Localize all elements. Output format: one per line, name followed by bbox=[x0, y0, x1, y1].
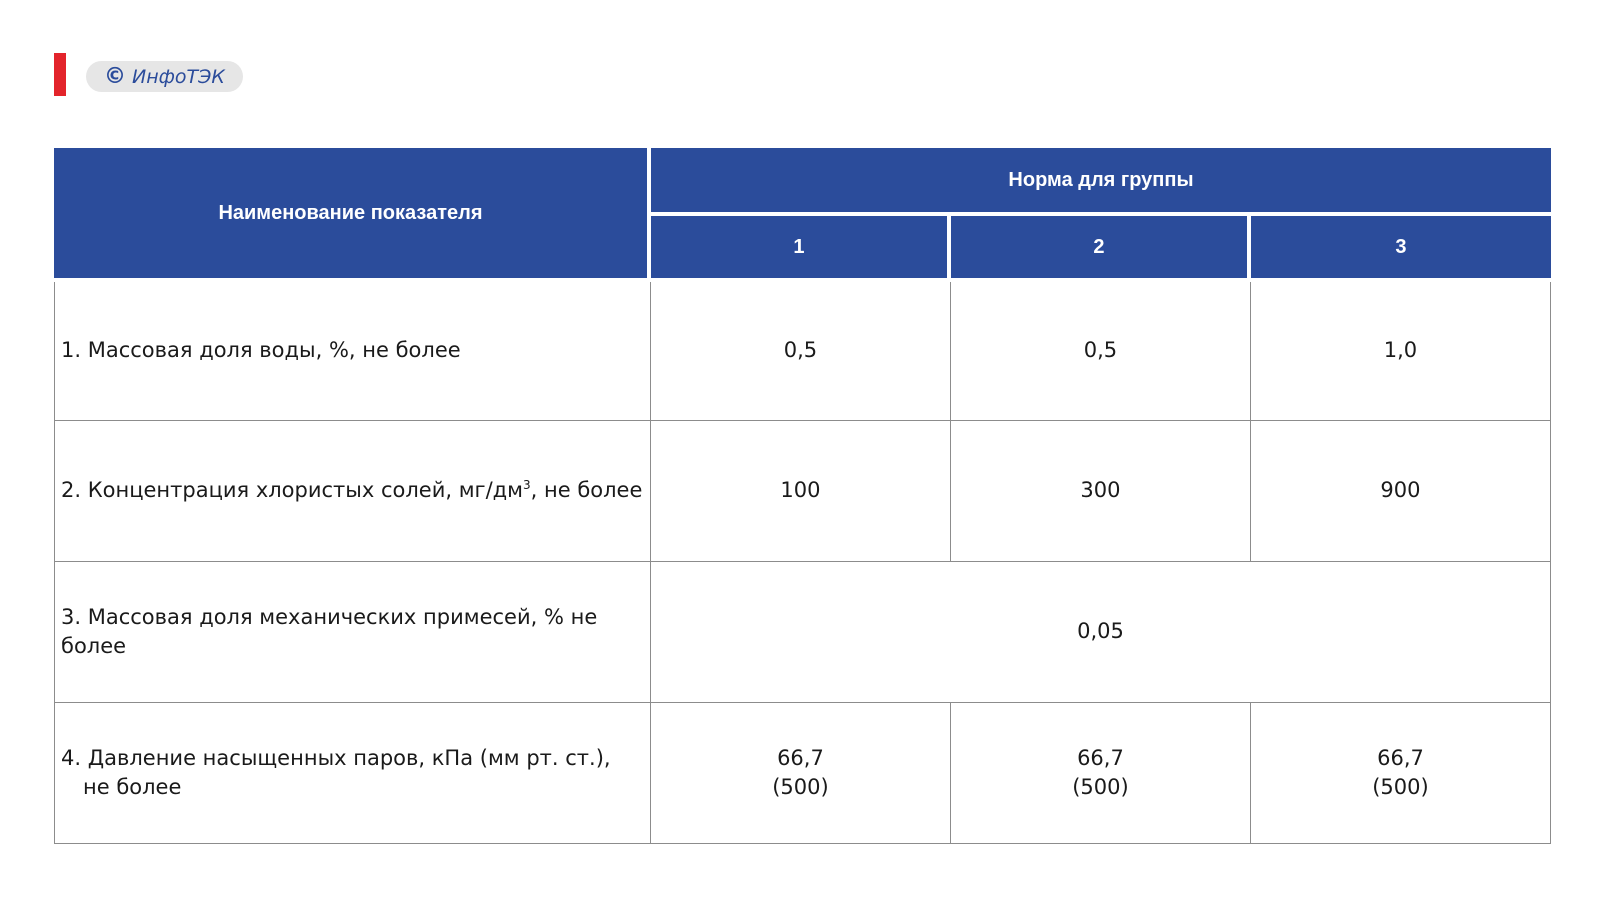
row-4-group-2 bbox=[951, 703, 1251, 844]
row-3-all-groups: 0,05 bbox=[651, 562, 1551, 703]
row-4-group-2-value: 66,7 bbox=[1077, 745, 1124, 770]
accent-bar bbox=[54, 53, 66, 96]
brand-name: ИнфоТЭК bbox=[132, 65, 225, 88]
row-4-name bbox=[54, 703, 651, 844]
specification-table bbox=[54, 148, 1551, 844]
row-4-group-1-mmhg: (500) bbox=[772, 775, 829, 799]
row-2-name-text: 2. Концентрация хлористых солей, мг/дм bbox=[61, 478, 524, 503]
row-2-group-2: 300 bbox=[951, 421, 1251, 562]
row-4-name-line-2: не более bbox=[83, 775, 182, 799]
row-4-group-3-value: 66,7 bbox=[1377, 745, 1424, 770]
row-1-group-1: 0,5 bbox=[651, 282, 951, 421]
row-4-group-1 bbox=[651, 703, 951, 844]
row-1-group-2: 0,5 bbox=[951, 282, 1251, 421]
header-group-norm: Норма для группы bbox=[651, 148, 1551, 216]
row-4-group-3-mmhg: (500) bbox=[1372, 775, 1429, 799]
table-row bbox=[54, 562, 1551, 703]
header-group-3: 3 bbox=[1251, 216, 1551, 282]
header-indicator-name: Наименование показателя bbox=[54, 148, 651, 282]
row-1-name: 1. Массовая доля воды, %, не более bbox=[54, 282, 651, 421]
row-2-group-3: 900 bbox=[1251, 421, 1551, 562]
table-row bbox=[54, 421, 1551, 562]
row-2-name-superscript: 3 bbox=[523, 478, 531, 493]
header-group-1: 1 bbox=[651, 216, 951, 282]
row-4-group-1-value: 66,7 bbox=[777, 745, 824, 770]
brand-badge bbox=[86, 61, 243, 92]
row-2-name bbox=[54, 421, 651, 562]
row-1-group-3: 1,0 bbox=[1251, 282, 1551, 421]
copyright-icon: © bbox=[104, 63, 126, 89]
table-row bbox=[54, 703, 1551, 844]
row-3-name: 3. Массовая доля механических примесей, % не более bbox=[54, 562, 651, 703]
table-row bbox=[54, 282, 1551, 421]
row-2-name-suffix: , не более bbox=[530, 478, 643, 503]
row-4-group-3 bbox=[1251, 703, 1551, 844]
row-4-group-2-mmhg: (500) bbox=[1072, 775, 1129, 799]
row-4-name-line-1: 4. Давление насыщенных паров, кПа (мм рт. ст.), bbox=[61, 745, 611, 770]
header-group-2: 2 bbox=[951, 216, 1251, 282]
row-2-group-1: 100 bbox=[651, 421, 951, 562]
